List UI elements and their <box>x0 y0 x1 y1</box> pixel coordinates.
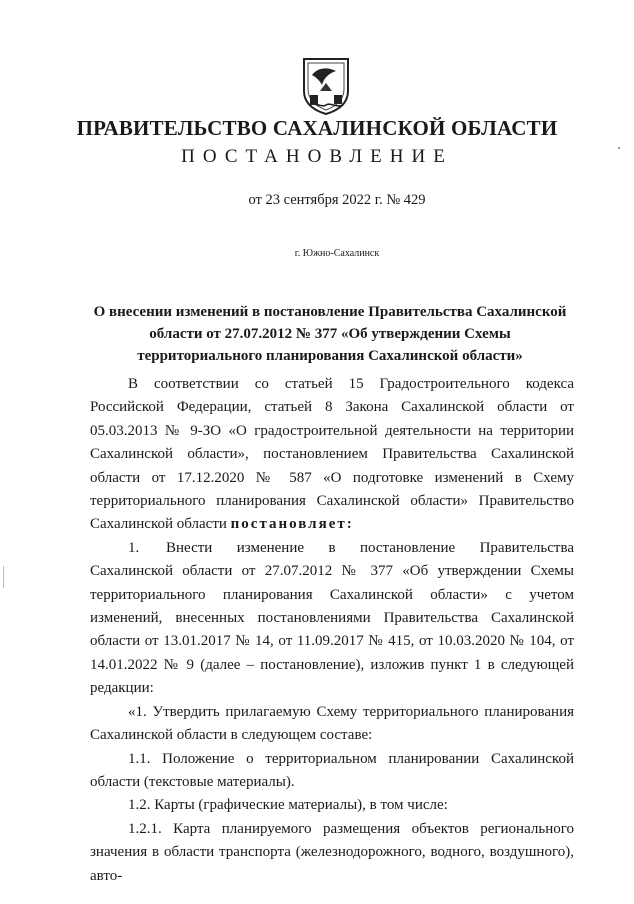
item-1-text: Внести изменение в постановление Правительства Сахалинской области от 27.07.2012 № 377 «Об утверждении Схемы территориального планирования Сахалинской области» с учетом изменений, внесенных постановлениями Правительства Сахалинской области от 13.01.2017 № 14, от 11.09.2017 № 415, от 10.03.2020 № 104, от 14.01.2022 № 9 (далее – постановление), изложив пункт 1 в следующей редакции: <box>90 539 574 697</box>
organization-name: ПРАВИТЕЛЬСТВО САХАЛИНСКОЙ ОБЛАСТИ <box>76 116 558 140</box>
document-date: от 23 сентября 2022 г. № 429 <box>248 192 426 208</box>
document-type: ПОСТАНОВЛЕНИЕ <box>181 146 453 167</box>
document-title: О внесении изменений в постановление Правительства Сахалинской области от 27.07.2012 № 377 «Об утверждении Схемы территориального планирования Сахалинской области» <box>93 304 567 364</box>
paragraph-quote-1: «1. Утвердить прилагаемую Схему территориального планирования Сахалинской области в следующем составе: <box>90 703 574 744</box>
document-body <box>90 373 574 888</box>
coat-of-arms-icon <box>298 55 354 115</box>
paragraph-1-2: 1.2. Карты (графические материалы), в том числе: <box>128 797 448 814</box>
paragraph-1-1: 1.1. Положение о территориальном планировании Сахалинской области (текстовые материалы). <box>90 750 574 790</box>
document-city: г. Южно-Сахалинск <box>294 248 380 259</box>
scan-artifact <box>3 566 4 588</box>
paragraph-item-1 <box>90 537 574 701</box>
item-number: 1. <box>128 539 140 556</box>
preamble-text: В соответствии со статьей 15 Градостроительного кодекса Российской Федерации, статьей 8 Закона Сахалинской области от 05.03.2013 № 9-ЗО «О градостроительной деятельности на территории Сахалинской области», постановлением Правительства Сахалинской области от 17.12.2020 № 587 «О подготовке изменений в Схему территориального планирования Сахалинской области» Правительство Сахалинской области <box>90 376 574 533</box>
paragraph-preamble <box>90 373 574 537</box>
scan-artifact <box>618 147 620 149</box>
paragraph-1-2-1: 1.2.1. Карта планируемого размещения объектов регионального значения в области транспорта (железнодорожного, водного, воздушного), авто- <box>90 820 574 884</box>
resolves-keyword: постановляет: <box>230 516 354 533</box>
